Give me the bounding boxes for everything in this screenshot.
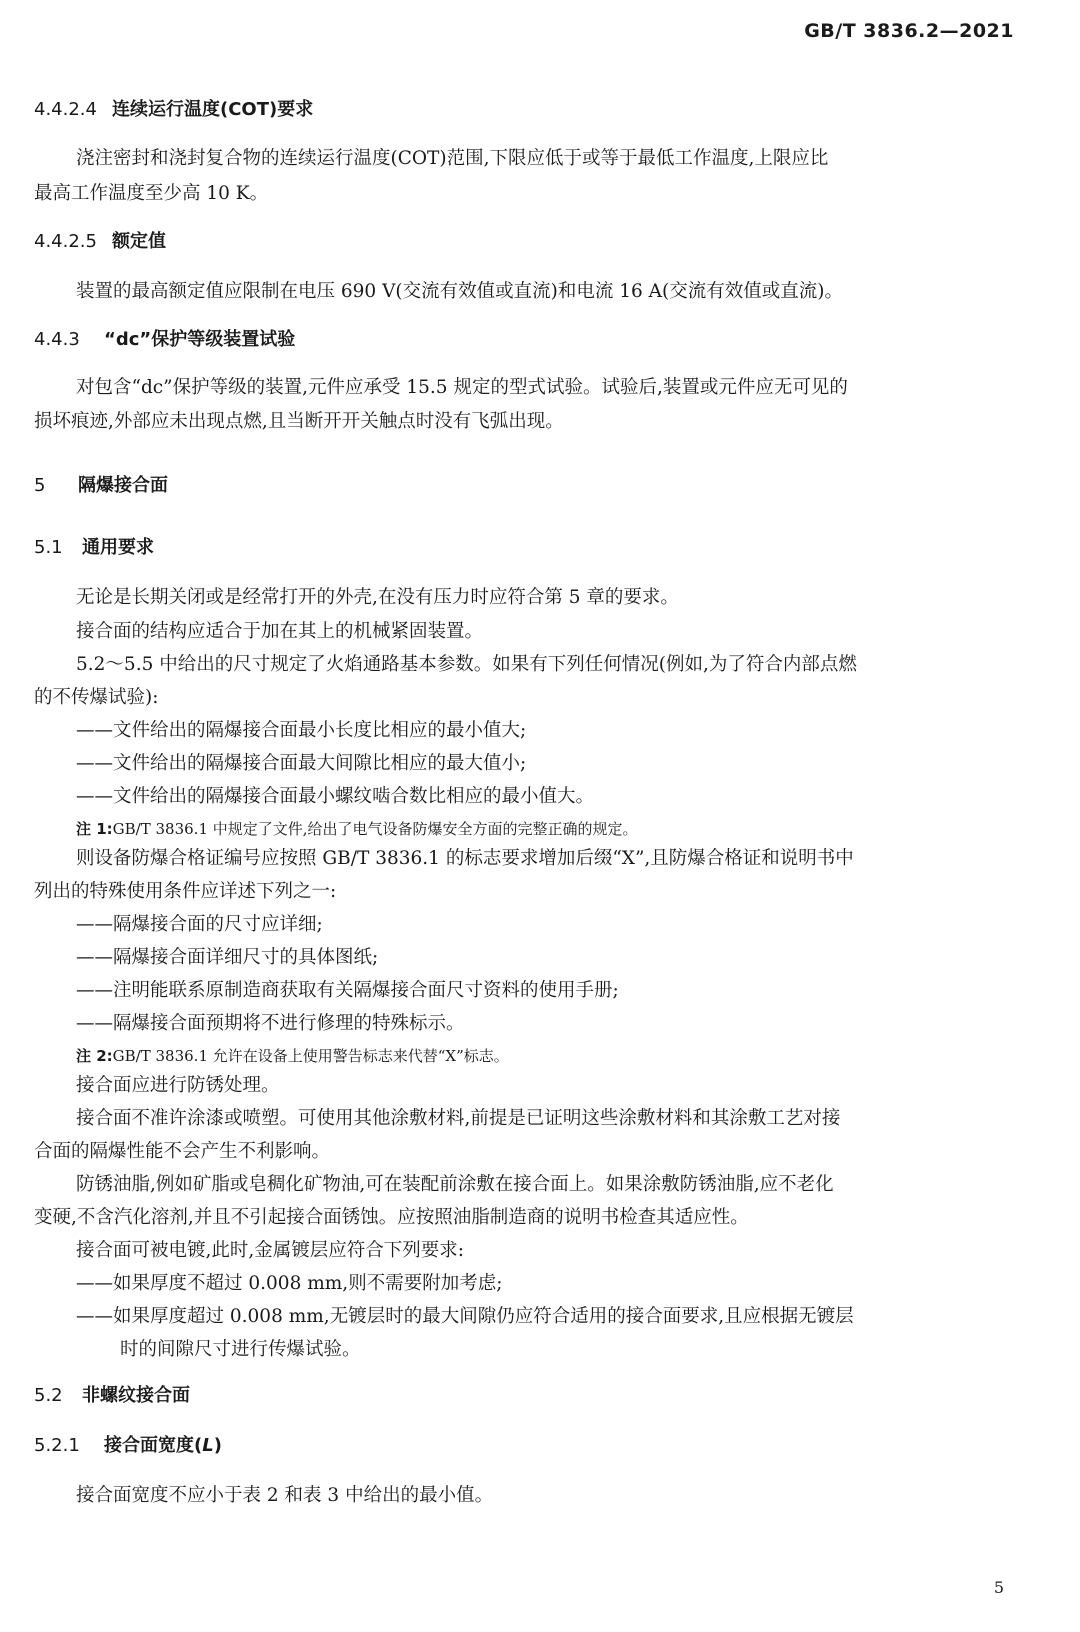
variable-l: L xyxy=(202,1435,214,1456)
list-item-continuation: 时的间隙尺寸进行传爆试验。 xyxy=(120,1339,361,1360)
section-title: 通用要求 xyxy=(82,537,154,558)
list-item: ——隔爆接合面预期将不进行修理的特殊标示。 xyxy=(76,1013,465,1034)
note-text: GB/T 3836.1 允许在设备上使用警告标志来代替“X”标志。 xyxy=(112,1047,509,1065)
list-item: ——如果厚度不超过 0.008 mm,则不需要附加考虑; xyxy=(76,1273,503,1294)
paragraph-line: 则设备防爆合格证编号应按照 GB/T 3836.1 的标志要求增加后缀“X”,且防爆合格证和说明书中 xyxy=(76,848,854,869)
paragraph-line: 列出的特殊使用条件应详述下列之一: xyxy=(34,881,337,902)
list-item: ——文件给出的隔爆接合面最大间隙比相应的最大值小; xyxy=(76,753,527,774)
note-text: GB/T 3836.1 中规定了文件,给出了电气设备防爆安全方面的完整正确的规定。 xyxy=(112,820,638,838)
section-title: 连续运行温度(COT)要求 xyxy=(112,99,314,120)
paragraph-line: 变硬,不含汽化溶剂,并且不引起接合面锈蚀。应按照油脂制造商的说明书检查其适应性。 xyxy=(34,1207,749,1228)
paragraph-line: 无论是长期关闭或是经常打开的外壳,在没有压力时应符合第 5 章的要求。 xyxy=(76,587,679,608)
standard-number: GB/T 3836.2—2021 xyxy=(804,20,1014,42)
section-number: 4.4.3 xyxy=(34,329,80,350)
paragraph-line: 损坏痕迹,外部应未出现点燃,且当断开开关触点时没有飞弧出现。 xyxy=(34,411,564,432)
paragraph-line: 接合面可被电镀,此时,金属镀层应符合下列要求: xyxy=(76,1240,464,1261)
paragraph-line: 的不传爆试验): xyxy=(34,687,159,708)
section-title: “dc”保护等级装置试验 xyxy=(104,329,296,350)
note-2 xyxy=(76,1043,509,1069)
heading-4-4-3 xyxy=(34,327,295,353)
paragraph-line: 浇注密封和浇封复合物的连续运行温度(COT)范围,下限应低于或等于最低工作温度,上限应比 xyxy=(76,148,829,169)
list-item: ——隔爆接合面的尺寸应详细; xyxy=(76,914,323,935)
section-number: 5.1 xyxy=(34,537,63,558)
list-item: ——文件给出的隔爆接合面最小长度比相应的最小值大; xyxy=(76,720,527,741)
section-number: 5 xyxy=(34,475,46,496)
list-item: ——隔爆接合面详细尺寸的具体图纸; xyxy=(76,947,379,968)
list-item: ——文件给出的隔爆接合面最小螺纹啮合数比相应的最小值大。 xyxy=(76,786,595,807)
paragraph-line: 防锈油脂,例如矿脂或皂稠化矿物油,可在装配前涂敷在接合面上。如果涂敷防锈油脂,应不老化 xyxy=(76,1174,834,1195)
page-number: 5 xyxy=(993,1578,1004,1597)
note-label: 注 2: xyxy=(76,1047,113,1065)
heading-5-2-1 xyxy=(34,1433,222,1459)
section-title: 额定值 xyxy=(112,231,166,252)
paragraph-line: 接合面的结构应适合于加在其上的机械紧固装置。 xyxy=(76,621,484,642)
paragraph-line: 接合面宽度不应小于表 2 和表 3 中给出的最小值。 xyxy=(76,1485,494,1506)
section-number: 4.4.2.5 xyxy=(34,231,97,252)
note-label: 注 1: xyxy=(76,820,113,838)
section-title: 接合面宽度( xyxy=(104,1435,203,1456)
paragraph-line: 接合面应进行防锈处理。 xyxy=(76,1075,280,1096)
heading-5-2 xyxy=(34,1383,190,1409)
heading-4-4-2-4 xyxy=(34,97,313,123)
heading-5 xyxy=(34,473,168,499)
section-title: 非螺纹接合面 xyxy=(82,1385,190,1406)
paragraph-line: 5.2～5.5 中给出的尺寸规定了火焰通路基本参数。如果有下列任何情况(例如,为了符合内部点燃 xyxy=(76,654,857,675)
section-number: 5.2 xyxy=(34,1385,63,1406)
section-number: 4.4.2.4 xyxy=(34,99,97,120)
section-title-close: ) xyxy=(213,1435,222,1456)
paragraph-line: 装置的最高额定值应限制在电压 690 V(交流有效值或直流)和电流 16 A(交流有效值或直流)。 xyxy=(76,281,843,302)
paragraph-line: 接合面不准许涂漆或喷塑。可使用其他涂敷材料,前提是已证明这些涂敷材料和其涂敷工艺对接 xyxy=(76,1108,841,1129)
section-title: 隔爆接合面 xyxy=(78,475,168,496)
heading-5-1 xyxy=(34,535,154,561)
heading-4-4-2-5 xyxy=(34,229,166,255)
paragraph-line: 最高工作温度至少高 10 K。 xyxy=(34,183,269,204)
paragraph-line: 合面的隔爆性能不会产生不利影响。 xyxy=(34,1141,331,1162)
paragraph-line: 对包含“dc”保护等级的装置,元件应承受 15.5 规定的型式试验。试验后,装置或元件应无可见的 xyxy=(76,377,848,398)
list-item: ——如果厚度超过 0.008 mm,无镀层时的最大间隙仍应符合适用的接合面要求,且应根据无镀层 xyxy=(76,1306,854,1327)
list-item: ——注明能联系原制造商获取有关隔爆接合面尺寸资料的使用手册; xyxy=(76,980,619,1001)
section-number: 5.2.1 xyxy=(34,1435,80,1456)
note-1 xyxy=(76,816,638,842)
